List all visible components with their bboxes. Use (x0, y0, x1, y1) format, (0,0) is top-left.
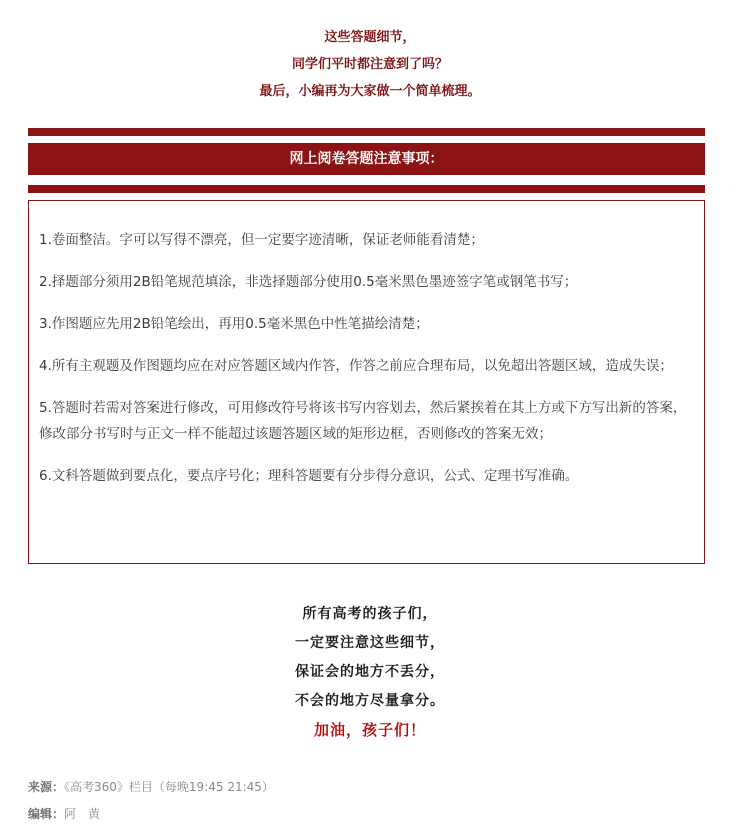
note-item: 1.卷面整洁。字可以写得不漂亮，但一定要字迹清晰，保证老师能看清楚； (39, 232, 484, 248)
source-line (28, 778, 274, 795)
editor-value: 阿 黄 (64, 807, 101, 821)
closing-line-2: 一定要注意这些细节， (295, 635, 445, 651)
closing-line-1: 所有高考的孩子们， (302, 606, 438, 622)
intro-line-2: 同学们平时都注意到了吗？ (291, 57, 448, 72)
closing-line-4: 不会的地方尽量拿分。 (295, 693, 445, 709)
note-item: 3.作图题应先用2B铅笔绘出，再用0.5毫米黑色中性笔描绘清楚； (39, 316, 429, 332)
notes-box (28, 200, 705, 564)
notes-list (39, 227, 692, 505)
editor-line (28, 805, 100, 822)
editor-label: 编辑： (28, 807, 65, 821)
intro-block (0, 24, 740, 105)
cheer-line: 加油，孩子们！ (313, 721, 426, 739)
note-item: 2.择题部分须用2B铅笔规范填涂，非选择题部分使用0.5毫米黑色墨迹签字笔或钢笔书写； (39, 274, 578, 290)
note-item: 5.答题时若需对答案进行修改，可用修改符号将该书写内容划去，然后紧挨着在其上方或下方写出新的答案，修改部分书写时与正文一样不能超过该题答题区域的矩形边框，否则修改的答案无效； (39, 400, 687, 442)
bottom-divider-bar (28, 185, 705, 193)
source-value: 《高考360》栏目（每晚19:45 21:45） (64, 780, 274, 794)
note-item: 4.所有主观题及作图题均应在对应答题区域内作答，作答之前应合理布局，以免超出答题区域，造成失误； (39, 358, 673, 374)
closing-line-3: 保证会的地方不丢分， (295, 664, 445, 680)
intro-line-3: 最后，小编再为大家做一个简单梳理。 (259, 84, 481, 99)
closing-block (0, 600, 740, 745)
source-label: 来源： (28, 780, 65, 794)
top-divider-bar (28, 128, 705, 136)
section-banner: 网上阅卷答题注意事项： (28, 143, 705, 175)
intro-line-1: 这些答题细节， (324, 30, 416, 45)
note-item: 6.文科答题做到要点化，要点序号化；理科答题要有分步得分意识，公式、定理书写准确。 (39, 468, 579, 484)
